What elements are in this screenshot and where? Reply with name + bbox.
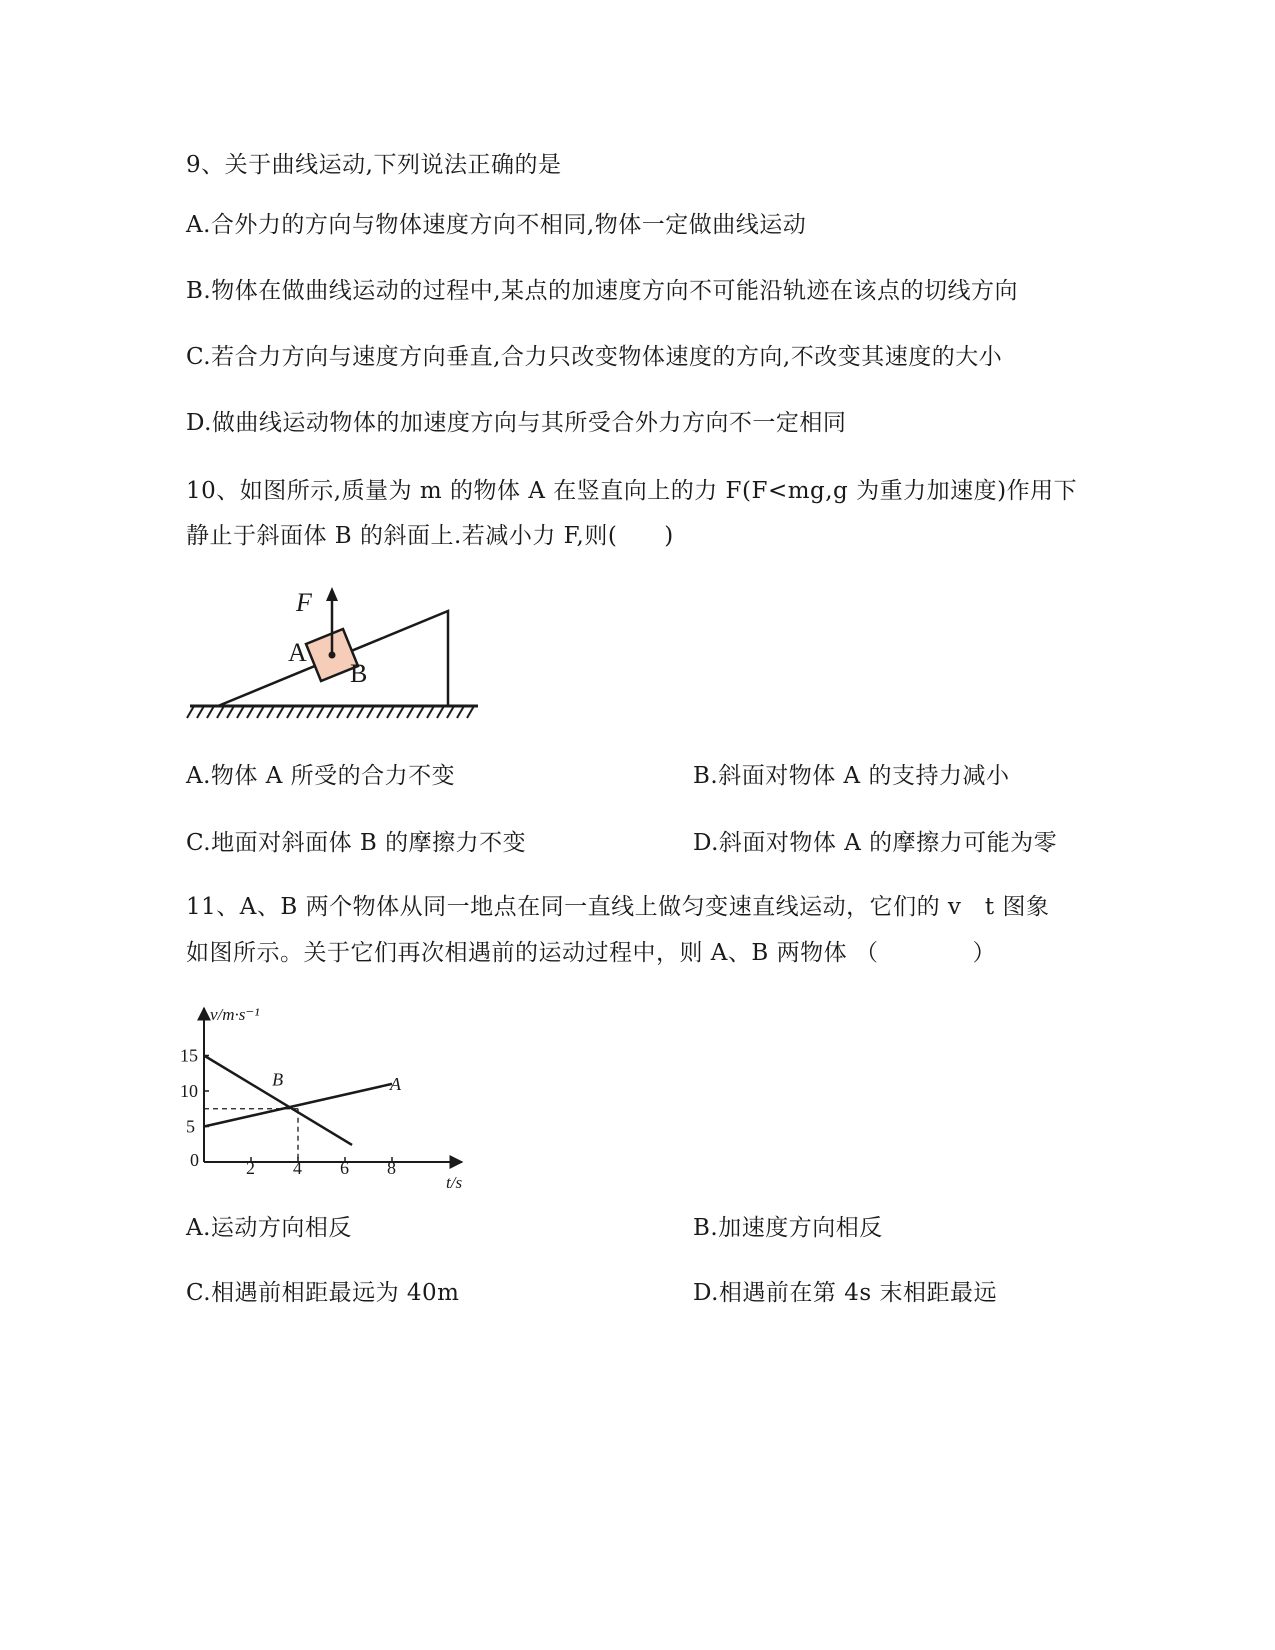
y-axis-label: v/m·s⁻¹ (210, 1005, 260, 1024)
series-label-b: B (272, 1069, 284, 1090)
q11-stem-line2: 如图所示。关于它们再次相遇前的运动过程中，则 A、B 两物体 （ ） (186, 940, 996, 966)
label-f: F (296, 588, 312, 617)
y-tick-label: 10 (180, 1081, 198, 1101)
label-b: B (350, 659, 368, 688)
x-tick-label: 4 (293, 1158, 302, 1178)
q11-option-c: C.相遇前相距最远为 40m (186, 1280, 460, 1306)
y-tick-label: 15 (180, 1045, 198, 1066)
x-axis-label: t/s (446, 1173, 463, 1192)
q9-option-a: A.合外力的方向与物体速度方向不相同,物体一定做曲线运动 (186, 212, 807, 238)
q9-option-b: B.物体在做曲线运动的过程中,某点的加速度方向不可能沿轨迹在该点的切线方向 (186, 278, 1019, 304)
incline-figure (180, 585, 500, 750)
x-tick-label: 2 (246, 1158, 255, 1178)
x-tick-label: 0 (190, 1150, 199, 1170)
q11-option-b: B.加速度方向相反 (693, 1215, 883, 1241)
q10-option-d: D.斜面对物体 A 的摩擦力可能为零 (693, 830, 1058, 856)
q11-stem-line1: 11、A、B 两个物体从同一地点在同一直线上做匀变速直线运动，它们的 v t 图象 (186, 894, 1050, 920)
q10-stem-line2: 静止于斜面体 B 的斜面上.若减小力 F,则( ) (186, 523, 674, 549)
q10-option-c: C.地面对斜面体 B 的摩擦力不变 (186, 830, 527, 856)
label-a: A (288, 638, 307, 667)
q10-option-a: A.物体 A 所受的合力不变 (186, 763, 456, 789)
force-arrowhead (326, 587, 338, 601)
ground-hatching (187, 706, 478, 718)
x-tick-label: 6 (340, 1158, 349, 1178)
x-tick-label: 8 (387, 1158, 396, 1178)
q10-stem-line1: 10、如图所示,质量为 m 的物体 A 在竖直向上的力 F(F<mg,g 为重力加速度)作用下 (186, 478, 1078, 504)
series-label-a: A (390, 1073, 401, 1094)
y-tick-label: 5 (186, 1116, 195, 1137)
q9-stem: 9、关于曲线运动,下列说法正确的是 (186, 152, 562, 178)
q11-option-d: D.相遇前在第 4s 末相距最远 (693, 1280, 997, 1306)
vt-chart (180, 1000, 480, 1200)
q9-option-d: D.做曲线运动物体的加速度方向与其所受合外力方向不一定相同 (186, 410, 847, 436)
q11-option-a: A.运动方向相反 (186, 1215, 352, 1241)
q10-option-b: B.斜面对物体 A 的支持力减小 (693, 763, 1010, 789)
q9-option-c: C.若合力方向与速度方向垂直,合力只改变物体速度的方向,不改变其速度的大小 (186, 344, 1003, 370)
